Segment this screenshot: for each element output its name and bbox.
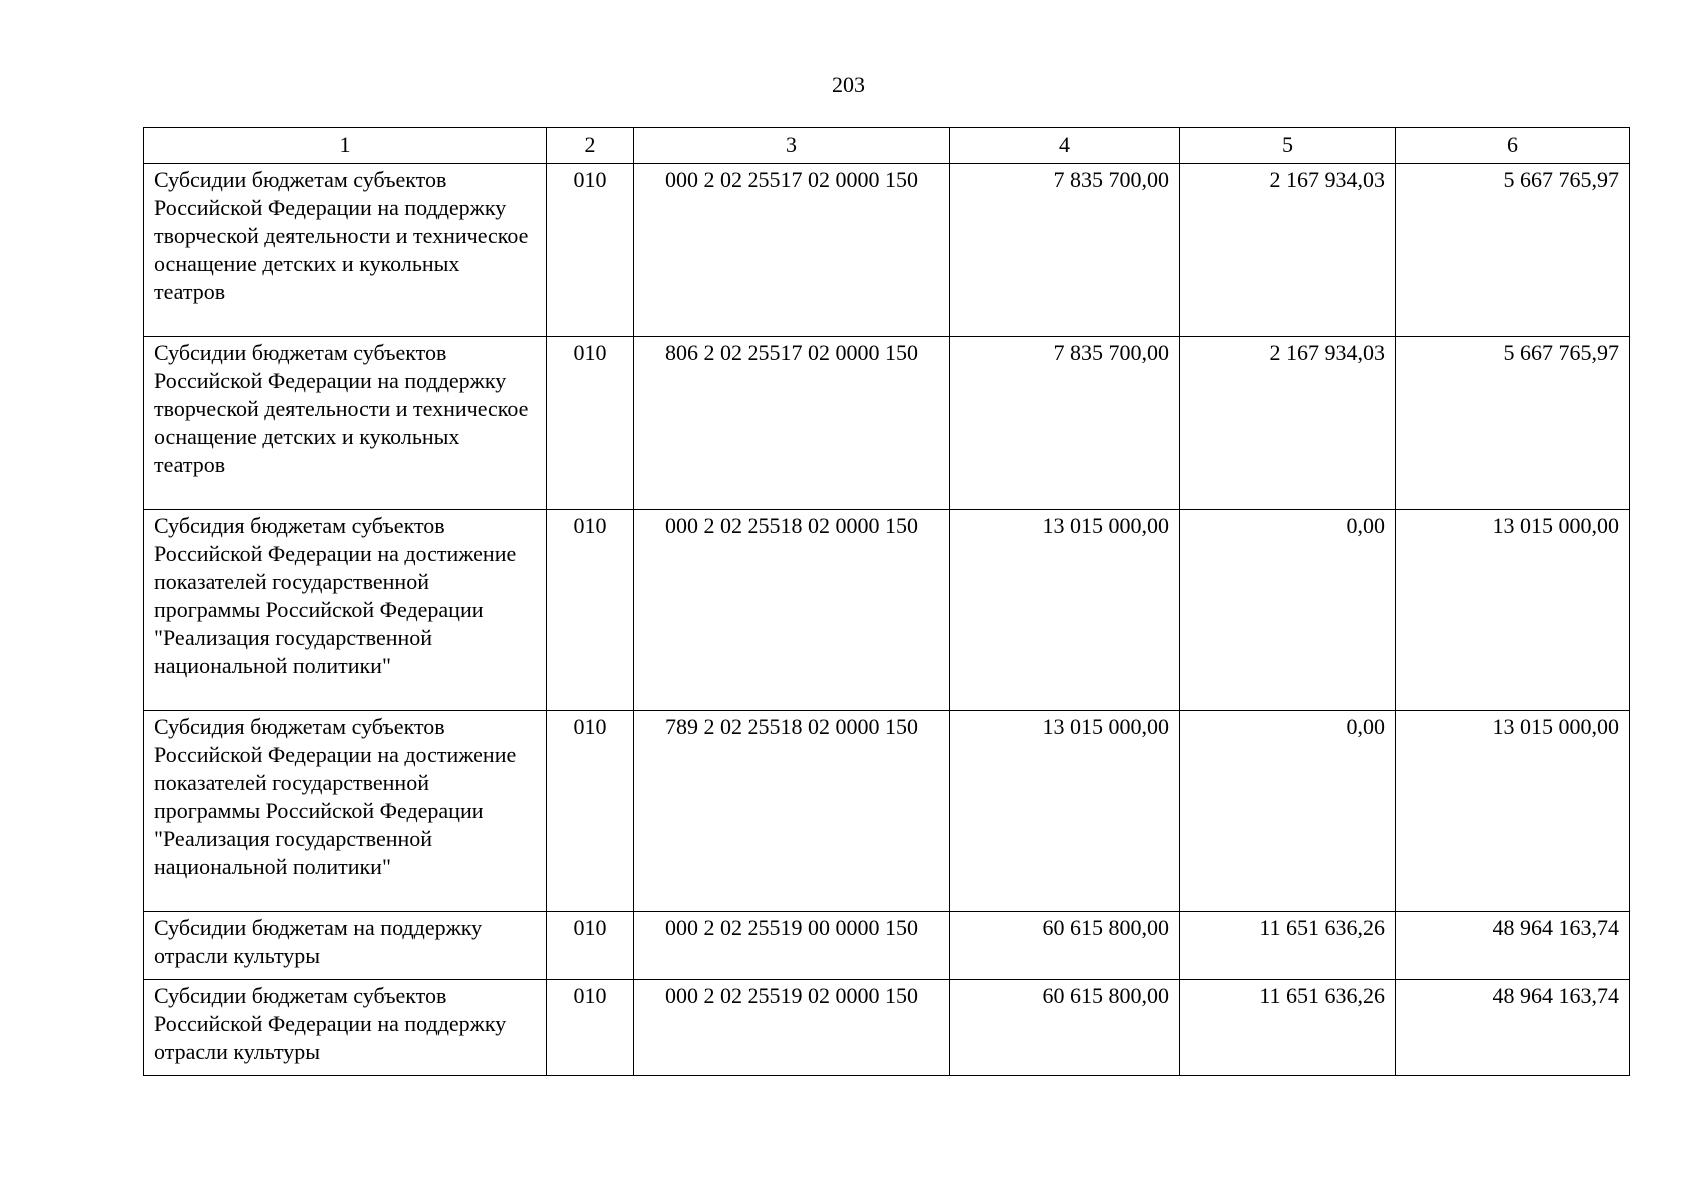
admin-code-cell: 010 xyxy=(547,337,634,510)
column-header: 2 xyxy=(547,128,634,164)
admin-code-cell: 010 xyxy=(547,164,634,337)
budget-code-cell: 806 2 02 25517 02 0000 150 xyxy=(634,337,950,510)
row-name-cell: Субсидия бюджетам субъектов Российской Федерации на достижение показателей государственной программы Российской Федерации "Реализация государственной национальной политики" xyxy=(144,711,547,912)
column-header: 4 xyxy=(950,128,1180,164)
admin-code-cell: 010 xyxy=(547,711,634,912)
column-6-cell: 13 015 000,00 xyxy=(1396,711,1630,912)
column-4-cell: 13 015 000,00 xyxy=(950,510,1180,711)
column-5-cell: 11 651 636,26 xyxy=(1180,912,1396,980)
row-name-cell: Субсидии бюджетам субъектов Российской Федерации на поддержку творческой деятельности и техническое оснащение детских и кукольных театров xyxy=(144,337,547,510)
column-4-cell: 7 835 700,00 xyxy=(950,164,1180,337)
column-4-cell: 7 835 700,00 xyxy=(950,337,1180,510)
table-row xyxy=(144,980,1630,1076)
budget-code-cell: 000 2 02 25517 02 0000 150 xyxy=(634,164,950,337)
admin-code-cell: 010 xyxy=(547,510,634,711)
column-header: 5 xyxy=(1180,128,1396,164)
row-name-cell: Субсидии бюджетам субъектов Российской Федерации на поддержку отрасли культуры xyxy=(144,980,547,1076)
column-6-cell: 5 667 765,97 xyxy=(1396,164,1630,337)
admin-code-cell: 010 xyxy=(547,912,634,980)
table-row xyxy=(144,912,1630,980)
budget-code-cell: 000 2 02 25519 00 0000 150 xyxy=(634,912,950,980)
table-header-row xyxy=(144,128,1630,164)
column-header: 6 xyxy=(1396,128,1630,164)
column-6-cell: 13 015 000,00 xyxy=(1396,510,1630,711)
table-row xyxy=(144,164,1630,337)
page-number: 203 xyxy=(832,72,865,97)
column-header: 1 xyxy=(144,128,547,164)
column-5-cell: 0,00 xyxy=(1180,510,1396,711)
column-6-cell: 5 667 765,97 xyxy=(1396,337,1630,510)
row-name-cell: Субсидии бюджетам на поддержку отрасли культуры xyxy=(144,912,547,980)
row-name-cell: Субсидии бюджетам субъектов Российской Федерации на поддержку творческой деятельности и техническое оснащение детских и кукольных театров xyxy=(144,164,547,337)
column-6-cell: 48 964 163,74 xyxy=(1396,912,1630,980)
column-5-cell: 2 167 934,03 xyxy=(1180,164,1396,337)
column-5-cell: 0,00 xyxy=(1180,711,1396,912)
column-4-cell: 13 015 000,00 xyxy=(950,711,1180,912)
table-row xyxy=(144,337,1630,510)
budget-code-cell: 789 2 02 25518 02 0000 150 xyxy=(634,711,950,912)
column-header: 3 xyxy=(634,128,950,164)
column-4-cell: 60 615 800,00 xyxy=(950,912,1180,980)
admin-code-cell: 010 xyxy=(547,980,634,1076)
column-5-cell: 11 651 636,26 xyxy=(1180,980,1396,1076)
budget-code-cell: 000 2 02 25519 02 0000 150 xyxy=(634,980,950,1076)
column-6-cell: 48 964 163,74 xyxy=(1396,980,1630,1076)
column-5-cell: 2 167 934,03 xyxy=(1180,337,1396,510)
row-name-cell: Субсидия бюджетам субъектов Российской Федерации на достижение показателей государственной программы Российской Федерации "Реализация государственной национальной политики" xyxy=(144,510,547,711)
column-4-cell: 60 615 800,00 xyxy=(950,980,1180,1076)
table-row xyxy=(144,711,1630,912)
budget-code-cell: 000 2 02 25518 02 0000 150 xyxy=(634,510,950,711)
table-row xyxy=(144,510,1630,711)
budget-table xyxy=(143,127,1630,1076)
